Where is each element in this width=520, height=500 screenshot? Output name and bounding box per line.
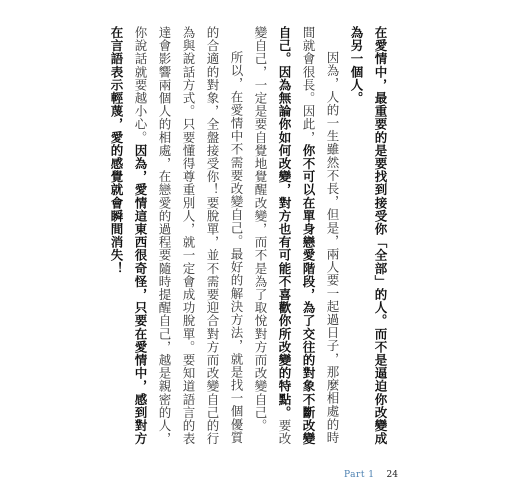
- body-text: [32, 26, 392, 446]
- paragraph-1-text: 在愛情中，最重要的是要找到接受你「全部」的人。而不是逼迫你改變成為另一個人。: [349, 26, 388, 446]
- paragraph-1: [344, 26, 392, 446]
- part-label: Part 1: [344, 470, 375, 480]
- paragraph-2-bold: 你不可以在單身戀愛階段，為了交往的對象不斷改變自己。因為無論你如何改變，對方也有可能不喜歡你所改變的特點。: [277, 26, 316, 446]
- paragraph-3-bold: 因為，愛情這東西很奇怪，只要在愛情中，感到對方在言語表示輕蔑，愛的感覺就會瞬間消失！: [109, 26, 148, 446]
- page-footer: [344, 470, 398, 480]
- page-number: 24: [386, 470, 398, 480]
- paragraph-2-text-c: 要改變自己，一定是要自覺地覺醒改變，而不是為了取悅對方而改變自己。: [253, 26, 292, 446]
- paragraph-2-text-a: 因為，人的一生雖然不長，但是，兩人要一起過日子，那麼相處的時間就會很長。因此，: [301, 26, 340, 444]
- paragraph-3: [104, 26, 248, 446]
- paragraph-2: [248, 26, 344, 446]
- paragraph-3-text-a: 所以，在愛情中不需要改變自己。最好的解決方法，就是找一個優質的合適的對象，全盤接受你！要脫單，並不需要迎合對方而改變自己的行為與說話方式。只要懂得尊重別人，就一定會成功脫單。要知道語言的表達會影響兩個人的相處，在戀愛的過程要隨時提醒自己，越是親密的人，你說話就要越小心。: [133, 26, 244, 446]
